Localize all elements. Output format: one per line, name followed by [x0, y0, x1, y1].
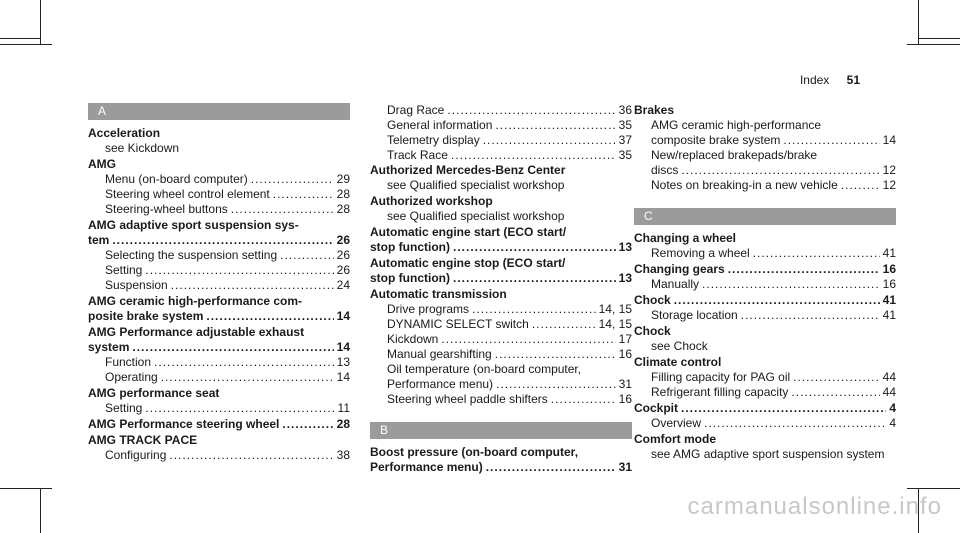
index-term [88, 417, 350, 432]
page-ref[interactable]: 26 [336, 263, 350, 277]
index-term-text: posite brake system [88, 309, 204, 323]
leader-dots [171, 278, 334, 293]
index-subentry-text: composite brake system [651, 133, 781, 147]
page-ref[interactable]: 12 [882, 178, 896, 192]
index-subentry [370, 317, 632, 332]
index-subentry-text: Menu (on-board computer) [105, 172, 248, 186]
index-subentry [634, 118, 896, 133]
index-subentry [370, 133, 632, 148]
index-term-text: Automatic engine stop (ECO start/ [370, 256, 566, 270]
index-subentry-text: see AMG adaptive sport suspension system [651, 447, 885, 461]
index-subentry [634, 447, 896, 462]
index-subentry-text: Refrigerant filling capacity [651, 385, 789, 399]
leader-dots [791, 385, 879, 400]
leader-dots [793, 370, 879, 385]
index-entry [634, 231, 896, 261]
index-term-text: Automatic transmission [370, 287, 507, 301]
index-entry [370, 256, 632, 286]
index-subentry-text: see Kickdown [105, 141, 180, 155]
index-subentry-text: Setting [105, 401, 143, 415]
index-subentry [634, 308, 896, 323]
leader-dots [453, 240, 616, 255]
crop-mark [40, 0, 41, 45]
index-term-text: Cockpit [634, 401, 679, 415]
index-subentry [88, 248, 350, 263]
index-term-text: Comfort mode [634, 432, 716, 446]
leader-dots [681, 401, 886, 416]
index-subentry-text: Suspension [105, 278, 168, 292]
leader-dots [441, 332, 615, 347]
page-ref[interactable]: 17 [618, 332, 632, 346]
crop-mark [0, 44, 52, 45]
leader-dots [495, 347, 616, 362]
index-term-text: AMG ceramic high-performance com- [88, 294, 303, 308]
page-ref[interactable]: 14, 15 [598, 317, 632, 331]
leader-dots [169, 448, 333, 463]
page-ref[interactable]: 36 [618, 103, 632, 117]
index-term-text: Brakes [634, 103, 675, 117]
index-column-1 [88, 103, 350, 464]
page-ref[interactable]: 41 [882, 308, 896, 322]
crop-mark [918, 38, 960, 39]
index-subentry-text: AMG ceramic high-performance [651, 118, 822, 132]
page-ref[interactable]: 31 [618, 460, 632, 474]
page-ref[interactable]: 38 [336, 448, 350, 462]
crop-mark [907, 488, 960, 489]
leader-dots [231, 202, 334, 217]
index-term [370, 163, 632, 178]
index-subentry [634, 246, 896, 261]
page-ref[interactable]: 37 [618, 133, 632, 147]
leader-dots [741, 308, 880, 323]
leader-dots [495, 118, 615, 133]
index-subentry-text: New/replaced brakepads/brake [651, 148, 818, 162]
index-subentry-text: Overview [651, 416, 702, 430]
page-ref[interactable]: 16 [882, 277, 896, 291]
index-subentry-text: Kickdown [387, 332, 439, 346]
leader-dots [451, 148, 616, 163]
page-ref[interactable]: 13 [336, 355, 350, 369]
page-ref[interactable]: 16 [618, 392, 632, 406]
page-header [800, 73, 860, 87]
watermark: carmanualsonline.info [687, 493, 942, 520]
leader-dots [447, 103, 615, 118]
index-term [88, 157, 350, 172]
index-subentry-text: Function [105, 355, 152, 369]
leader-dots [681, 163, 879, 178]
page-ref[interactable]: 29 [336, 172, 350, 186]
index-subentry [88, 355, 350, 370]
index-term [88, 309, 350, 324]
page-ref[interactable]: 41 [882, 246, 896, 260]
index-entry [370, 287, 632, 407]
index-subentry-text: Steering wheel control element [105, 187, 270, 201]
leader-dots [674, 293, 880, 308]
index-entry [88, 218, 350, 293]
index-column-2 [370, 103, 632, 476]
index-entry [634, 355, 896, 400]
index-term-text: Authorized workshop [370, 194, 493, 208]
index-term [370, 194, 632, 209]
leader-dots [161, 370, 334, 385]
index-term [88, 433, 350, 448]
index-subentry [634, 148, 896, 163]
crop-mark [0, 488, 52, 489]
index-term [634, 324, 896, 339]
index-subentry [88, 370, 350, 385]
index-entry [88, 386, 350, 416]
leader-dots [145, 263, 333, 278]
page-ref[interactable]: 14 [336, 309, 350, 323]
index-term-text: Climate control [634, 355, 722, 369]
index-subentry-text: Filling capacity for PAG oil [651, 370, 791, 384]
index-term [634, 432, 896, 447]
index-subentry [370, 332, 632, 347]
leader-dots [280, 248, 334, 263]
page-ref[interactable]: 13 [618, 240, 632, 254]
index-term-text: Chock [634, 324, 671, 338]
page-ref[interactable]: 24 [336, 278, 350, 292]
page-number: 51 [846, 73, 860, 87]
index-term-text: stop function) [370, 271, 450, 285]
index-subentry [88, 263, 350, 278]
index-subentry-text: discs [651, 163, 679, 177]
leader-dots [483, 133, 616, 148]
index-subentry [88, 172, 350, 187]
index-term-text: Acceleration [88, 126, 161, 140]
index-term-text: AMG performance seat [88, 386, 220, 400]
leader-dots [783, 133, 879, 148]
index-subentry-text: Oil temperature (on-board computer, [387, 362, 582, 376]
index-subentry-text: Selecting the suspension setting [105, 248, 278, 262]
crop-mark [40, 488, 41, 533]
index-subentry [634, 277, 896, 292]
leader-dots [154, 355, 334, 370]
leader-dots [551, 392, 616, 407]
leader-dots [112, 233, 333, 248]
page-ref[interactable]: 13 [618, 271, 632, 285]
index-term-text: Changing gears [634, 262, 725, 276]
page-title: Index [799, 73, 830, 87]
index-term [88, 294, 350, 309]
leader-dots [753, 246, 880, 261]
leader-dots [282, 417, 333, 432]
page-ref[interactable]: 4 [889, 401, 896, 415]
index-subentry [88, 187, 350, 202]
index-term [88, 325, 350, 340]
page-ref[interactable]: 28 [336, 187, 350, 201]
index-term [634, 355, 896, 370]
index-subentry-text: Removing a wheel [651, 246, 750, 260]
leader-dots [704, 416, 886, 431]
index-subentry-text: Track Race [387, 148, 448, 162]
index-term [88, 340, 350, 355]
page-ref[interactable]: 44 [882, 385, 896, 399]
index-subentry [88, 141, 350, 156]
index-subentry-text: see Qualified specialist workshop [387, 209, 565, 223]
page-ref[interactable]: 11 [337, 401, 350, 415]
page-ref[interactable]: 14 [882, 133, 896, 147]
page-ref[interactable]: 12 [882, 163, 896, 177]
index-term-text: stop function) [370, 240, 450, 254]
index-term [370, 256, 632, 271]
index-entry [634, 432, 896, 462]
leader-dots [206, 309, 333, 324]
index-subentry [370, 377, 632, 392]
index-entry [634, 103, 896, 193]
index-subentry-text: see Qualified specialist workshop [387, 178, 565, 192]
page-ref[interactable]: 14 [336, 340, 350, 354]
leader-dots [728, 262, 880, 277]
index-term [634, 262, 896, 277]
index-term-text: AMG Performance steering wheel [88, 417, 280, 431]
index-entry [370, 163, 632, 193]
index-term-text: AMG adaptive sport suspension sys- [88, 218, 299, 232]
index-subentry [370, 392, 632, 407]
leader-dots [841, 178, 880, 193]
index-subentry-text: Drag Race [387, 103, 445, 117]
index-entry [634, 293, 896, 323]
index-subentry [370, 103, 632, 118]
leader-dots [486, 460, 616, 475]
index-term [370, 240, 632, 255]
index-subentry [88, 448, 350, 463]
index-subentry [370, 178, 632, 193]
index-subentry-text: Storage location [651, 308, 738, 322]
index-term [88, 386, 350, 401]
index-term [634, 103, 896, 118]
page-ref[interactable]: 26 [336, 248, 350, 262]
page-ref[interactable]: 41 [882, 293, 896, 307]
page-ref[interactable]: 14, 15 [598, 302, 632, 316]
page-ref[interactable]: 28 [336, 417, 350, 431]
index-subentry [634, 370, 896, 385]
index-subentry-text: see Chock [651, 339, 708, 353]
index-subentry-text: Telemetry display [387, 133, 480, 147]
crop-mark [907, 44, 960, 45]
index-term [634, 401, 896, 416]
index-entry [370, 194, 632, 224]
page-ref[interactable]: 14 [336, 370, 350, 384]
index-term-text: tem [88, 233, 110, 247]
leader-dots [273, 187, 334, 202]
page-ref[interactable]: 35 [618, 148, 632, 162]
index-subentry [634, 163, 896, 178]
leader-dots [532, 317, 596, 332]
section-header-b: B [370, 422, 632, 439]
index-column-3 [634, 103, 896, 463]
page-ref[interactable]: 4 [889, 416, 896, 430]
page-ref[interactable]: 44 [882, 370, 896, 384]
index-subentry [88, 202, 350, 217]
index-subentry-text: Configuring [105, 448, 167, 462]
index-entry [370, 225, 632, 255]
page-ref[interactable]: 26 [336, 233, 350, 247]
index-entry [88, 325, 350, 385]
index-subentry [88, 401, 350, 416]
index-subentry-text: Performance menu) [387, 377, 494, 391]
index-subentry-text: DYNAMIC SELECT switch [387, 317, 529, 331]
index-entry [88, 157, 350, 217]
index-subentry [370, 302, 632, 317]
crop-mark [0, 38, 40, 39]
index-subentry [370, 362, 632, 377]
index-subentry-text: Notes on breaking-in a new vehicle [651, 178, 838, 192]
index-subentry [88, 278, 350, 293]
index-term [634, 231, 896, 246]
page-ref[interactable]: 35 [618, 118, 632, 132]
page-ref[interactable]: 31 [618, 377, 632, 391]
index-entry [88, 433, 350, 463]
index-term-text: Authorized Mercedes-Benz Center [370, 163, 566, 177]
index-subentry [634, 385, 896, 400]
index-term [370, 271, 632, 286]
index-subentry-text: Manually [651, 277, 700, 291]
index-subentry [370, 118, 632, 133]
page-ref[interactable]: 16 [618, 347, 632, 361]
leader-dots [453, 271, 616, 286]
index-subentry [634, 178, 896, 193]
index-term-text: Automatic engine start (ECO start/ [370, 225, 567, 239]
index-subentry-text: General information [387, 118, 493, 132]
index-term [370, 287, 632, 302]
index-subentry-text: Setting [105, 263, 143, 277]
index-subentry-text: Manual gearshifting [387, 347, 492, 361]
index-term [88, 218, 350, 233]
index-subentry [370, 347, 632, 362]
index-term [88, 233, 350, 248]
index-term-text: AMG TRACK PACE [88, 433, 198, 447]
index-term-text: Changing a wheel [634, 231, 737, 245]
index-term [370, 460, 632, 475]
index-entry [634, 401, 896, 431]
index-term-text: Performance menu) [370, 460, 483, 474]
leader-dots [702, 277, 880, 292]
index-term [88, 126, 350, 141]
index-subentry [370, 148, 632, 163]
index-subentry-text: Drive programs [387, 302, 470, 316]
leader-dots [251, 172, 334, 187]
index-term-text: AMG Performance adjustable exhaust [88, 325, 305, 339]
page-ref[interactable]: 28 [336, 202, 350, 216]
leader-dots [132, 340, 333, 355]
index-subentry-text: Steering-wheel buttons [105, 202, 228, 216]
section-header-c: C [634, 208, 896, 225]
index-entry [88, 294, 350, 324]
index-term [370, 225, 632, 240]
section-header-a: A [88, 103, 350, 120]
index-entry [634, 324, 896, 354]
index-term-text: Chock [634, 293, 671, 307]
leader-dots [145, 401, 334, 416]
index-term-text: AMG [88, 157, 116, 171]
index-subentry [634, 133, 896, 148]
page-ref[interactable]: 16 [882, 262, 896, 276]
leader-dots [496, 377, 616, 392]
index-entry [88, 417, 350, 432]
index-entry [370, 445, 632, 475]
index-term-text: system [88, 340, 130, 354]
index-subentry [370, 209, 632, 224]
index-term [370, 445, 632, 460]
leader-dots [472, 302, 596, 317]
index-term [634, 293, 896, 308]
index-subentry-text: Operating [105, 370, 158, 384]
index-subentry [634, 416, 896, 431]
index-entry [88, 126, 350, 156]
index-entry [634, 262, 896, 292]
index-subentry-text: Steering wheel paddle shifters [387, 392, 548, 406]
index-term-text: Boost pressure (on-board computer, [370, 445, 579, 459]
index-subentry [634, 339, 896, 354]
